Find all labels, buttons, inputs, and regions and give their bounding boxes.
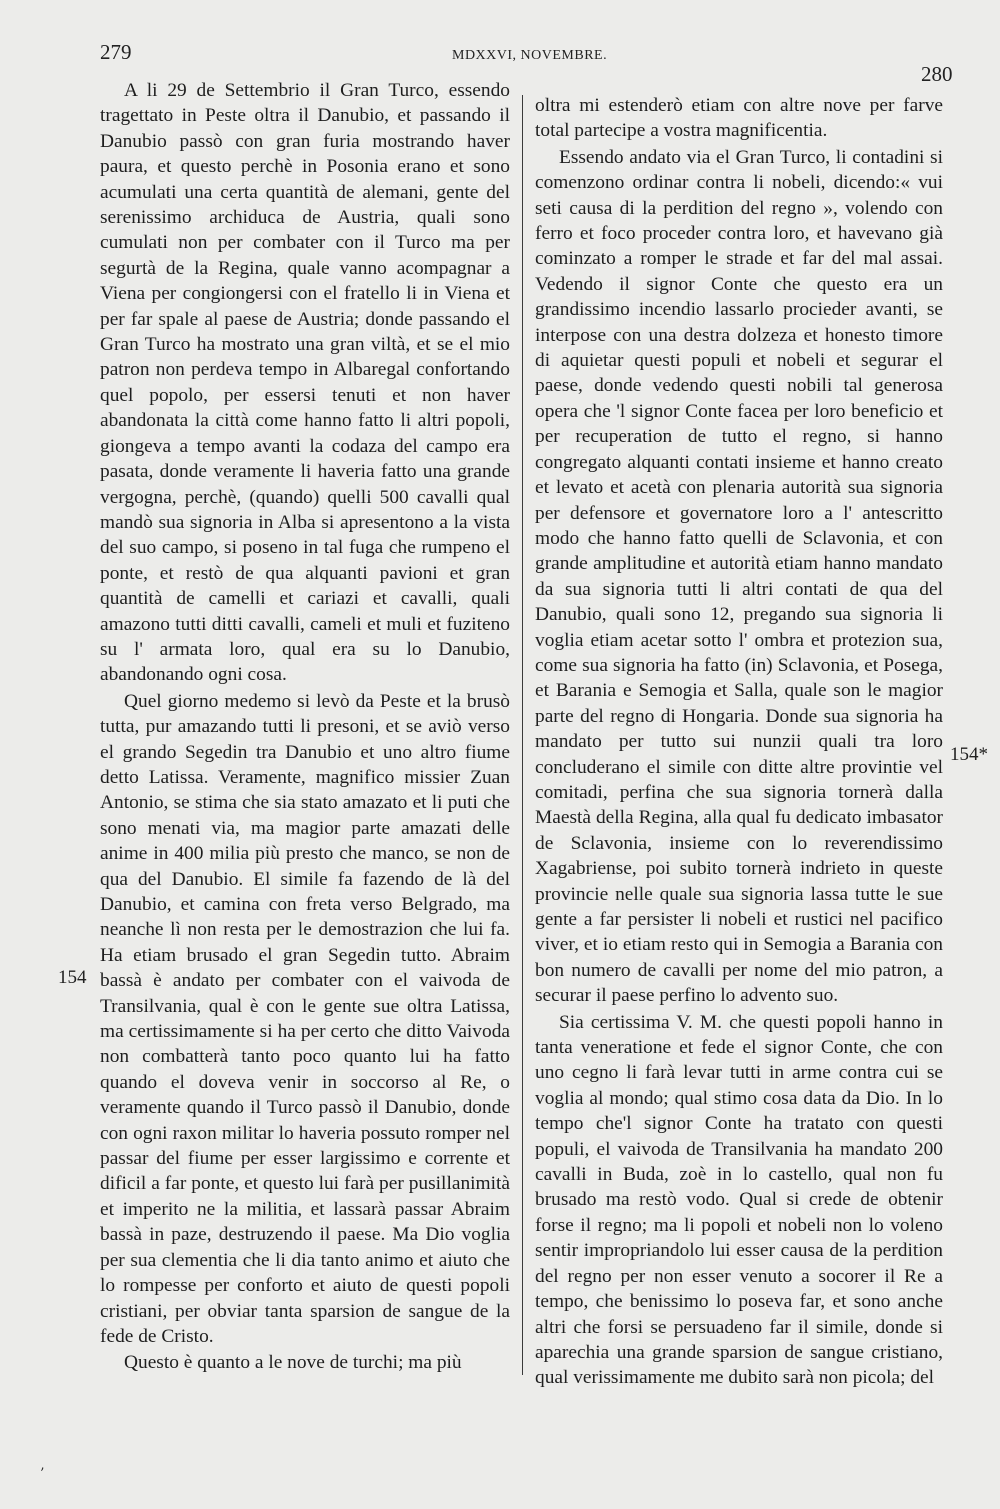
left-paragraph-2: Quel giorno medemo si levò da Peste et la brusò tutta, pur amazando tutti li presoni, et se aviò verso el grando Segedin tra Danubio et uno altro fiume detto Latissa. Veramente, magnifico missier Zuan Antonio, se stima che sia stato amazato et li puti che sono menati via, ma magior parte amazati delle anime in 400 milia più presto che manco, se non de qua del Danubio. El simile fa fazendo de là del Danubio, et camina con freta verso Belgrado, ma neanche lì non resta per le demostrazion che lui fa. Ha etiam brusado el gran Segedin tutto. Abraim bassà è andato per combater con el vaivoda de Transilvania, qual è con le gente sue oltra Latissa, ma certissimamente si ha per certo che ditto Vaivoda non combatterà tanto poco quanto lui ha fatto quando el doveva venir in soccorso al Re, o veramente quando il Turco passò il Danubio, donde con ogni raxon militar lo haveria possuto romper nel passar del fiume per esser largissimo e corrente et dificil a far ponte, et questo lui farà per pusillanimità et imperito ne la militia, et lassarà passar Abraim bassà in paze, destruzendo il paese. Ma Dio voglia per sua clementia che li dia tanto animo et aiuto che lo rompesse per conforto et aiuto de questi popoli cristiani, per obviar tanta sparsion de sangue de la fede de Cristo.: [100, 690, 510, 1347]
right-paragraph-3: Sia certissima V. M. che questi popoli hanno in tanta veneratione et fede el signor Conte, che con uno cegno li farà levar tutti in arme contra cui se voglia al mondo; qual stimo cosa data da Dio. In lo tempo che'l signor Conte ha tratato con questi populi, el vaivoda de Transilvania ha mandato 200 cavalli in Buda, zoè in lo castello, qual non fu brusado ma restò vodo. Qual si crede de obtenir forse il regno; ma li popoli et nobeli non lo voleno sentir impropriandolo lui esser causa de la perdition del regno per non esser venuto a socorer il Re a tempo, che benissimo lo poseva far, et sono anche altri che forsi se persuadeno far il simile, donde si aparechia una grande sparsion de sangue cristiano, qual verissimamente me dubito sarà non picola; del: [535, 1011, 943, 1389]
left-paragraph-1: A li 29 de Settembrio il Gran Turco, essendo tragettato in Peste oltra il Danubio, et passando il Danubio passò con gran furia mostrando haver paura, et questo perchè in Posonia erano et sono acumulati una certa quantità de alemani, gente del serenissimo archiduca de Austria, quali sono cumulati non per combater con il Turco ma per segurtà de la Regina, quale vanno acompagnar a Viena per congiongersi con el fratello li in Viena et per far spale al paese de Austria; donde passando el Gran Turco ha mostrato una gran viltà, et se el mio patron non perdeva tempo in Albaregal confortando quel popolo, per essersi tenuti et non haver abandonata la città come hanno fatto li altri popoli, giongeva a tempo avanti la codaza del campo era pasata, donde veramente li haveria fatto una grande vergogna, perchè, (quando) quelli 500 cavalli qual mandò sua signoria in Alba si apresentono a la vista del suo campo, si poseno in tal fuga che rumpeno el ponte, et restò de qua alquanti pavioni et gran quantità de camelli et cariazi et cavalli, quali amazono tutti ditti cavalli, cameli et muli et fuziteno su l' armata loro, qual era su lo Danubio, abandonando ogni cosa.: [100, 80, 510, 686]
right-column: [535, 93, 943, 1391]
running-title: MDXXVI, NOVEMBRE.: [452, 48, 608, 63]
page-number-right: 280: [921, 62, 953, 86]
page-number-left: 279: [100, 40, 132, 64]
ink-speck: ’: [40, 1466, 45, 1482]
column-divider: [522, 95, 523, 1375]
margin-number-right: 154*: [950, 744, 988, 765]
right-paragraph-1: oltra mi estenderò etiam con altre nove per farve total partecipe a vostra magnificentia.: [535, 95, 943, 142]
left-column: [100, 78, 510, 1376]
left-paragraph-3: Questo è quanto a le nove de turchi; ma più: [124, 1352, 462, 1374]
right-paragraph-2: Essendo andato via el Gran Turco, li contadini si comenzono ordinar contra li nobeli, dicendo:« vui seti causa di la perdition del regno », volendo con ferro et foco proceder contra loro, et havevano già cominzato a romper le strade et far del mal assai. Vedendo il signor Conte che questo era un grandissimo incendio lassarlo procieder avanti, se interpose con una destra dolzeza et honesto timore di aquietar questi populi et nobeli et segurar el paese, donde vedendo questi nobili tal generosa opera che 'l signor Conte facea per loro beneficio et per recuperation de tutto el regno, si hanno congregato alquanti contati insieme et hanno creato et levato et acetà con plenaria autorità sua signoria per defensore et governatore loro a l' antescritto modo che hanno fatto quelli de Sclavonia, et con grande amplitudine et autorità etiam hanno mandato da sua signoria tutti li altri contati de qua del Danubio, quali sono 12, pregando sua signoria li voglia etiam acetar sotto l' ombra et protezion sua, come sua signoria ha fatto (in) Sclavonia, et Posega, et Barania e Semogia et Salla, quale son le magior parte del regno di Hongaria. Donde sua signoria ha mandato per tutto sui nunzii quali tra loro concluderano el simile con ditte altre provintie vel comitadi, perfina che sua signoria tornerà dalla Maestà della Regina, alla qual fu dedicato imbasator de Sclavonia, insieme con lo reverendissimo Xagabriense, poi subito tornerà indrieto in queste provincie nelle quale sua signoria lassa tutte le sue gente a far persister li nobeli et rustici nel pacifico viver, et io etiam resto qui in Semogia a Barania con bon numero de cavalli per nome del mio patron, a securar il paese perfino lo advento suo.: [535, 146, 943, 1007]
margin-number-left: 154: [58, 967, 87, 988]
